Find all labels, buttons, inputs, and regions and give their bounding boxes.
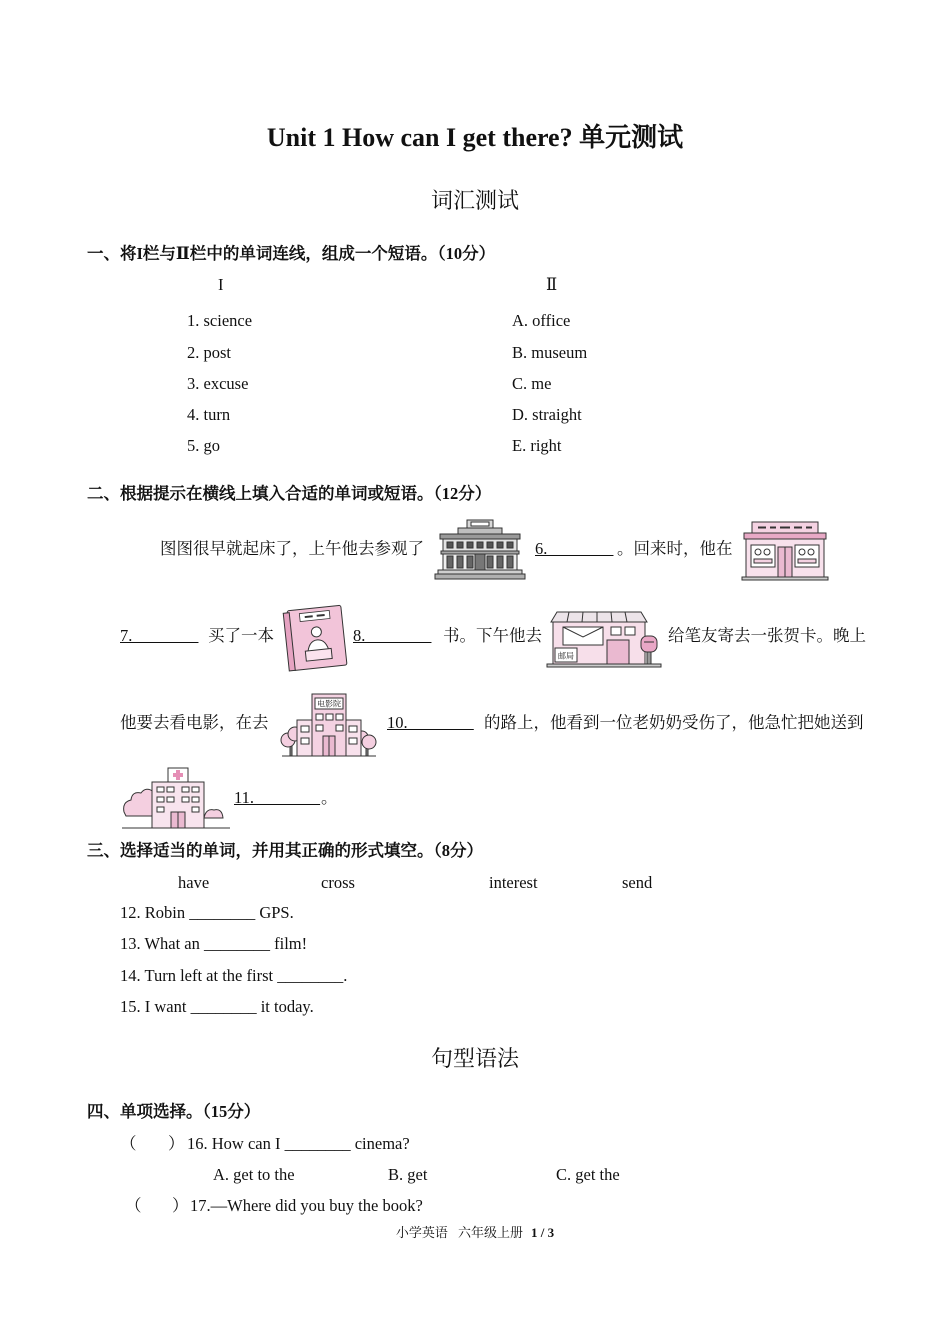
column-2-item: B. museum bbox=[512, 343, 588, 362]
word-bank-item: cross bbox=[321, 873, 355, 892]
column-1-item: 2. post bbox=[187, 343, 232, 362]
footer-grade: 六年级上册 bbox=[457, 1225, 523, 1240]
answer-paren-open: （ bbox=[125, 1196, 142, 1215]
column-2-item: C. me bbox=[512, 374, 552, 393]
cinema-sign: 电影院 bbox=[317, 699, 341, 709]
answer-paren-close: ） bbox=[168, 1134, 185, 1153]
page-footer bbox=[0, 1226, 950, 1239]
cinema-illustration bbox=[280, 690, 378, 760]
column-1-item: 3. excuse bbox=[187, 374, 249, 393]
answer-blank-7: 7.________ bbox=[120, 626, 199, 645]
question-16-option-b: B. get bbox=[388, 1165, 428, 1184]
passage-text: 图图很早就起床了，上午他去参观了 bbox=[160, 539, 424, 558]
question-13: 13. What an ________ film! bbox=[120, 934, 308, 953]
word-bank-item: interest bbox=[489, 873, 538, 892]
answer-paren-open: （ bbox=[120, 1134, 137, 1153]
hospital-illustration bbox=[122, 764, 230, 832]
part1-instruction: 一、将I栏与Ⅱ栏中的单词连线，组成一个短语。（10分） bbox=[87, 244, 496, 263]
part4-instruction: 四、单项选择。（15分） bbox=[87, 1102, 261, 1121]
column-2-item: E. right bbox=[512, 436, 562, 455]
post-office-sign: 邮局 bbox=[558, 651, 574, 661]
book-illustration bbox=[280, 604, 352, 672]
part3-instruction: 三、选择适当的单词，并用其正确的形式填空。（8分） bbox=[87, 841, 483, 860]
column-1-item: 5. go bbox=[187, 436, 220, 455]
word-bank-item: send bbox=[622, 873, 653, 892]
question-17: 17.—Where did you buy the book? bbox=[190, 1196, 423, 1215]
grammar-section-heading: 句型语法 bbox=[430, 1046, 519, 1071]
passage-text: 买了一本 bbox=[208, 626, 274, 645]
column-1-item: 1. science bbox=[187, 311, 253, 330]
question-16-option-c: C. get the bbox=[556, 1165, 620, 1184]
page-title: Unit 1 How can I get there? 单元测试 bbox=[266, 123, 684, 152]
passage-text: 给笔友寄去一张贺卡。晚上 bbox=[668, 626, 866, 645]
museum-illustration bbox=[434, 519, 526, 581]
question-15: 15. I want ________ it today. bbox=[120, 997, 314, 1016]
question-16: 16. How can I ________ cinema? bbox=[187, 1134, 410, 1153]
column-1-item: 4. turn bbox=[187, 405, 231, 424]
passage-text: 他要去看电影，在去 bbox=[120, 713, 269, 732]
part2-instruction: 二、根据提示在横线上填入合适的单词或短语。（12分） bbox=[87, 484, 492, 503]
post-office-illustration bbox=[545, 610, 663, 668]
word-bank-item: have bbox=[178, 873, 210, 892]
footer-page-number: 1 / 3 bbox=[530, 1225, 555, 1240]
answer-blank-6: 6.________ bbox=[535, 539, 614, 558]
passage-text: 书。下午他去 bbox=[443, 626, 542, 645]
column-1-header: I bbox=[218, 275, 224, 294]
answer-blank-11: 11.________ bbox=[234, 788, 321, 807]
footer-subject: 小学英语 bbox=[395, 1225, 448, 1240]
question-16-option-a: A. get to the bbox=[213, 1165, 295, 1184]
vocab-section-heading: 词汇测试 bbox=[430, 188, 519, 213]
answer-blank-8: 8.________ bbox=[353, 626, 432, 645]
question-12: 12. Robin ________ GPS. bbox=[120, 903, 294, 922]
question-14: 14. Turn left at the first ________. bbox=[120, 966, 348, 985]
column-2-header: Ⅱ bbox=[546, 275, 558, 294]
column-2-item: D. straight bbox=[512, 405, 582, 424]
shop-illustration bbox=[740, 521, 830, 581]
answer-blank-10: 10.________ bbox=[387, 713, 474, 732]
answer-paren-close: ） bbox=[172, 1196, 189, 1215]
column-2-item: A. office bbox=[512, 311, 571, 330]
passage-text: 的路上，他看到一位老奶奶受伤了，他急忙把她送到 bbox=[484, 713, 864, 732]
passage-text: 。回来时，他在 bbox=[617, 539, 733, 558]
passage-text: 。 bbox=[321, 788, 338, 807]
